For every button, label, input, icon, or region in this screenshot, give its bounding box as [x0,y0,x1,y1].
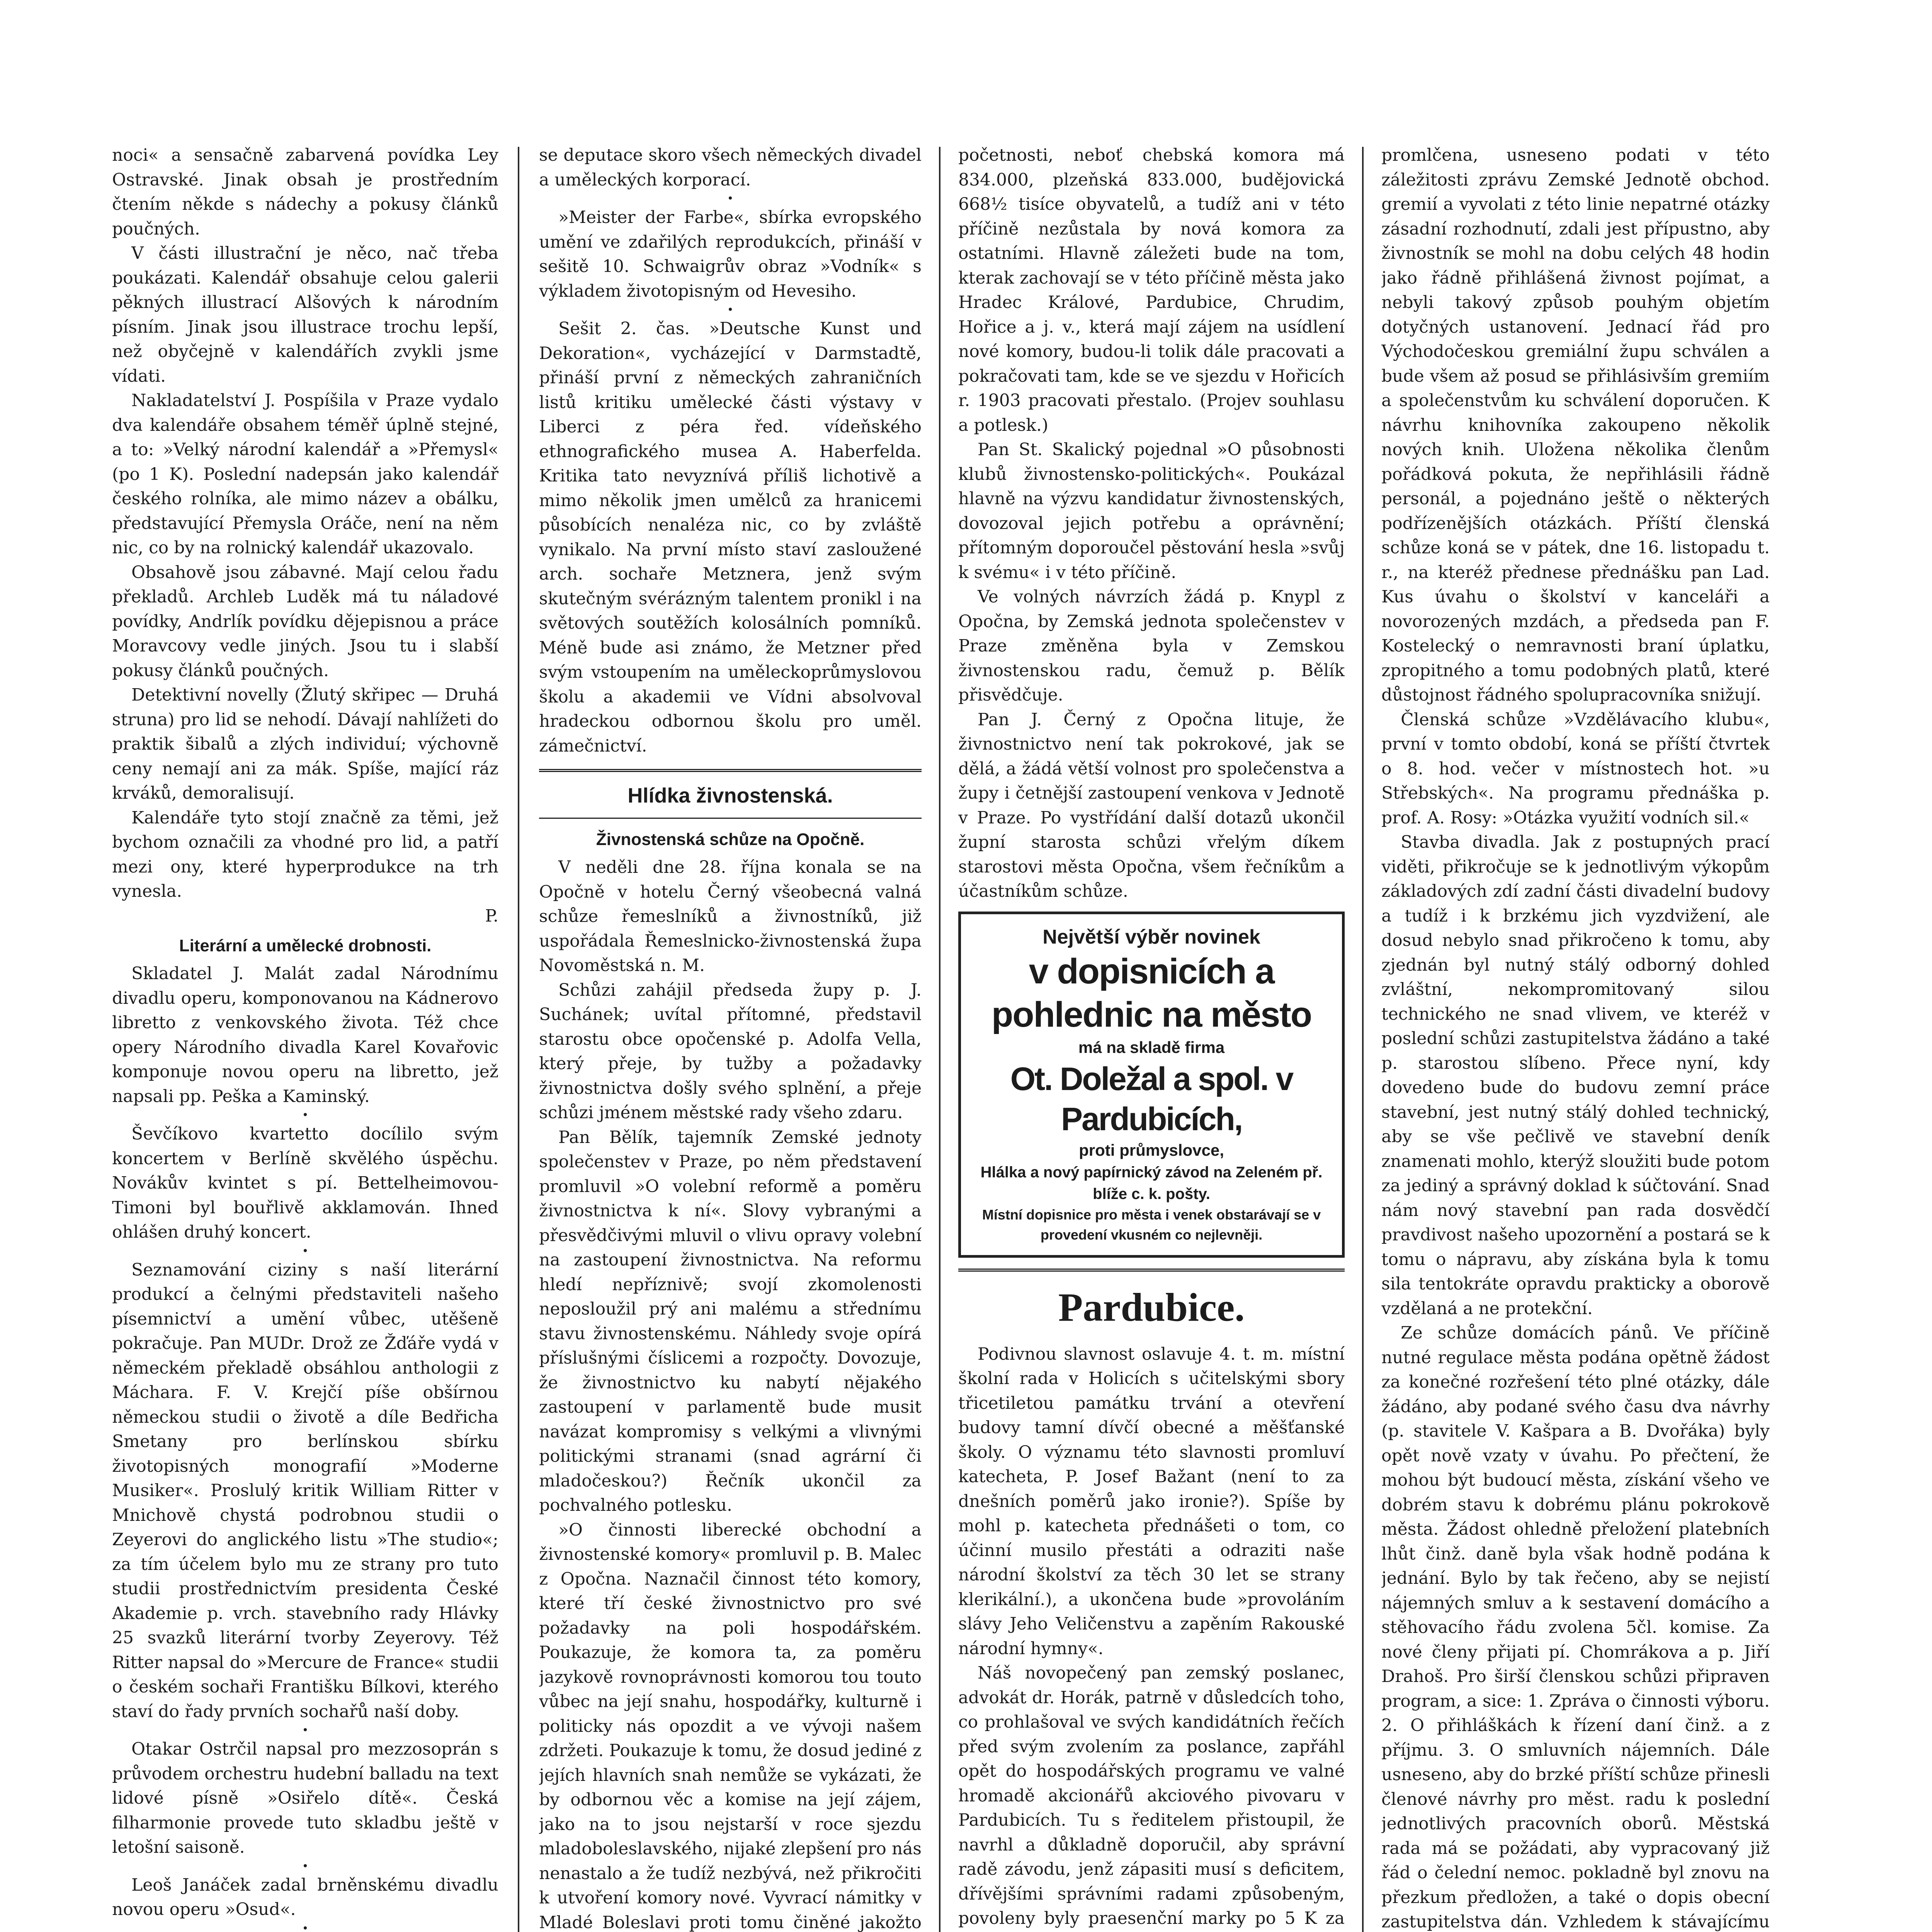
ad-subline: má na skladě firma [1078,1038,1225,1056]
col2-paragraph: Pan Bělík, tajemník Zemské jednoty společenstev v Praze, po něm představení promluvil »O volební reformě a poměru živnostnictva k ní«. Slovy vybranými a přesvědčivými mluvil o vlivu opravy volební na zastoupení živnostnictva. Na reformu hledí nepříznivě; svojí zkomolenosti neposloužil prý ani malému a střednímu stavu živnostenskému. Náhledy svoje opírá příslušnými číslicemi a rozpočty. Dovozuje, že živnostnictvo ku nabytí nějakého zastoupení v parlamentě bude musit navázat kompromisy s velkými a vlivnými politickými stranami (snad agrární či mladočeskou?) Řečník ukončil za pochvalného potlesku. [539,1127,922,1515]
col2-paragraph: Sešit 2. čas. »Deutsche Kunst und Dekoration«, vycházející v Darmstadtě, přináší první z německých zahraničních listů kritiku umělecké části výstavy v Liberci z péra řed. vídeňského ethnografického musea A. Haberfelda. Kritika tato nevyznívá příliš lichotivě a mimo několik jmen umělců za hranicemi působících nenaléza nic, co by zvláště vynikalo. Na první místo staví zasloužené arch. sochaře Metznera, jenž svým skutečným svérázným talentem pronikl i na světových soutěžích kolosálních pomníků. Méně bude asi známo, že Metzner před svým vstoupením na uměleckoprůmyslovou školu a akademii ve Vídni absolvoval hradeckou odbornou školu pro uměl. zámečnictví. [539,319,922,756]
ad-address: Hlálka a nový papírnický závod na Zeleném př. [980,1163,1323,1181]
column-4 [1381,143,1770,1932]
col4-paragraph: Ze schůze domácích pánů. Ve příčině nutné regulace města podána opětně žádost za konečné rozřešení této plné otázky, dále žádáno, aby podané svého času dva návrhy (p. stavitele V. Kašpara a B. Dvořáka) byly opět nově vzaty v úvahu. Po přečtení, že mohou být budoucí města, získání všeho ve dobrém stavu k dobrému plánu pokrokově města. Žádost ohledně přeložení platebních lhůt činž. daně byla však hodně podána k jednání. Bylo by tak řečeno, aby se nejistí nájemných smluv a k sestavení domácího a stěhovacího řádu zvolena 5čl. komise. Za nové členy přijati pí. Chomrákova a p. Jiří Drahoš. Pro širší členskou schůzi připraven program, a sice: 1. Zpráva o činnosti výboru. 2. O přihláškách k řízení daní činž. a z příjmu. 3. O smluvních nájemních. Dále usneseno, aby do brzké příští schůze přinesli členové návrhy pro měst. radu k poslední jednotlivých pracovních oborů. Městská rada má se požádati, aby vypracovaný již řád o čelední nemoc. pokladně byl znovu na přezkum předložen, a také o dopis obecní zastupitelstva dán. Vzhledem k stávajícímu [1381,1323,1770,1932]
col1-paragraph: V části illustrační je něco, nač třeba poukázati. Kalendář obsahuje celou galerii pěkných illustrací Alšových k národním písním. Jinak jsou illustrace trochu lepší, než obyčejně v kalendářích zvykli jsme vídati. [112,243,498,386]
column-1 [112,143,498,1932]
ad-location-note: blíže c. k. pošty. [1093,1185,1210,1202]
column-3 [958,143,1345,1932]
col4-paragraph: promlčena, usneseno podati v této záležitosti zprávu Zemské Jednotě obchod. gremií a vyvolati z této linie nepatrné otázky zásadní rozhodnutí, zdali jest přípustno, aby živnostník se mohl na dobu celých 48 hodin jako řádně přihlášená živnost pojímat, a nebyli takový způsob pouhým objetím dotyčných ustanovení. Jednací řád pro Východočeskou gremiální župu schválen a bude všem až posud se přihlásivším gremiím a společenstvům ku schválení doporučen. K návrhu knihovníka zakoupeno několik nových knih. Uložena několika členům pořádková pokuta, že nepřihlásili řádně personál, a pojednáno ještě o některých podřízenějších otázkách. Příští členská schůze koná se v pátek, dne 16. listopadu t. r., na kteréž přednese přednášku pan Lad. Kus úvahu o školství v kanceláři a novorozených mzdách, a předseda pan F. Kostelecký o nemravnosti braní úplatku, zpropitného a tomu podobných platů, které důstojnost řádného spolupracovníka snižují. [1381,145,1770,705]
separator-dot: • [727,192,734,205]
col1-paragraph: Detektivní novelly (Žlutý skřipec — Druhá struna) pro lid se nehodí. Dávají nahlížeti do praktik šibalů a zlých individuí; výchovně ceny nemají ani za mák. Spíše, mající ráz krváků, demoralisují. [112,685,498,803]
col3-paragraph: Ve volných návrzích žádá p. Knypl z Opočna, by Zemská jednota společenstev v Praze změněna byla v Zemskou živnostenskou radu, čemuž p. Bělík přisvědčuje. [958,587,1345,705]
news-item: Leoš Janáček zadal brněnskému divadlu novou operu »Osud«. [112,1875,498,1919]
ad-footer-note: Místní dopisnice pro města i venek obstarávají se v provedení vkusném co nejlevněji. [982,1206,1321,1243]
section-rule [539,769,922,772]
column-separator [1362,147,1364,1932]
col1-intro: noci« a sensačně zabarvená povídka Ley Ostravské. Jinak obsah je prostředním čtením někde s nádechy a pokusy článků poučných. [112,145,498,239]
col3-paragraph: Pan St. Skalický pojednal »O působnosti klubů živnostensko-politických«. Poukázal hlavně na výzvu kandidatur živnostenských, dovozoval jejich potřebu a oprávnění; přítomným doporoučel pěstování hesla »svůj k svému« i v této příčině. [958,440,1345,582]
advertisement-box [958,912,1345,1258]
col2-paragraph: »O činnosti liberecké obchodní a živnostenské komory« promluvil p. B. Malec z Opočna. Naznačil činnost této komory, které tří české živnostnictvo pro své požadavky na poli hospodářském. Poukazuje, že komora ta, za poměru jazykově rovnoprávnosti komorou tou touto vůbec na její snahu, hospodářky, kulturně i politicky nás opozdit a ve vývoji našem zdržeti. Poukazuje k tomu, že dosud jediné z jejích hlavních snah nemůže se vykázati, že by odbornou věc a komise na její zájem, jako na to jsou nejstarší v roce sjezdu mladoboleslavského, nijaké zlepšení pro nás nenastalo a že tudíž nezbývá, než přikročiti k utvoření komory nové. Vyvrací námitky v Mladé Boleslavi proti tomu činěné jakožto [539,1520,922,1932]
col2-paragraph: se deputace skoro všech německých divadel a uměleckých korporací. [539,145,922,190]
section-heading-city: Pardubice. [1058,1285,1245,1330]
col2-paragraph: V neděli dne 28. října konala se na Opočně v hotelu Černý všeobecná valná schůze řemeslníků a živnostníků, již uspořádala Řemeslnicko-živnostenská župa Novoměstská n. M. [539,857,922,975]
col2-paragraph: »Meister der Farbe«, sbírka evropského umění ve zdařilých reprodukcích, přináší v sešitě 10. Schwaigrův obraz »Vodník« s výkladem životopisným od Hevesiho. [539,207,922,301]
news-item: Skladatel J. Malát zadal Národnímu divadlu operu, komponovanou na Kádnerovo libretto z venkovského života. Též chce opery Národního divadla Karel Kovařovic komponuje novou operu na libretto, jež napsali pp. Peška a Kaminský. [112,964,498,1106]
section-rule [958,1269,1345,1272]
col3-paragraph: Pan J. Černý z Opočna lituje, že živnostnictvo není tak pokrokové, jak se dělá, a žádá větší volnost pro společenstva a župy i četnější zastoupení venkova v Jednotě v Praze. Po vystřídání další dotazů ukončil župní starosta schůzi vřelým díkem starostovi města Opočna, všem řečníkům a účastníkům schůze. [958,709,1345,901]
ad-headline: Největší výběr novinek [1043,925,1260,948]
news-item: Otakar Ostrčil napsal pro mezzosoprán s průvodem orchestru hudební balladu na text lidové písně »Osiřelo dítě«. Česká filharmonie provede tuto skladbu ještě v letošní saisoně. [112,1739,498,1857]
separator-dot: • [727,303,734,316]
separator-dot: • [302,1109,309,1121]
col4-paragraph: Stavba divadla. Jak z postupných prací viděti, přikročuje se k jednotlivým výkopům základových zdí zadní části divadelní budovy a tudíž i k brzkému jich vyzdvižení, ale dosud nebylo snad přikročeno k tomu, aby zjednán byl nutný stálý odborný dohled zvláštní, nekompromitovaný silou technického ne snad vlivem, ve kteréž v poslední schůzi zastupitelstva žádáno a také p. starostou slíbeno. Přece nyní, kdy dovedeno bude do budovu zemní práce stavební, jest nutný stálý dohled technický, aby se vše pečlivě ve stavební deník znamenati mohlo, kterýž sloužiti bude potom za jediný a správný doklad k súčtování. Snad nám nový stavební pan rada dosvědčí pravdivost našeho upozornění a postará se k tomu o nápravu, aby získána byla k tomu sila tentokráte opravdu prakticky a oborově vzdělaná a ne protekční. [1381,832,1770,1318]
ad-firm-name: Ot. Doležal a spol. v Pardubicích, [1010,1060,1293,1137]
separator-dot: • [302,1244,309,1257]
col3-paragraph: Náš novopečený pan zemský poslanec, advokát dr. Horák, patrně v důsledcích toho, co prohlašoval ve svých kandidátních řečích před svým zvolením za poslance, zapřáhl opět do hospodářských programu ve valné hromadě akcionářů akciového pivovaru v Pardubicích. Tu s ředitelem přistoupil, že navrhl a důkladně doporučil, aby správní radě závodu, jenž zápasiti musí s deficitem, dřívějšími správními radami způsobeným, povoleny byly praesenční marky po 5 K za [958,1663,1345,1928]
col1-paragraph: Obsahově jsou zábavné. Mají celou řadu překladů. Archleb Luděk má tu náladové povídky, Andrlík povídku dějepisnou a práce Moravcovy vedle jiných. Jsou tu i slabší pokusy článků poučných. [112,562,498,680]
article-subheading: Živnostenská schůze na Opočně. [596,830,865,849]
section-rule [539,818,922,819]
separator-dot: • [302,1724,309,1736]
section-heading-literary: Literární a umělecké drobnosti. [179,936,432,955]
news-item: Seznamování ciziny s naší literární produkcí a čelnými představiteli našeho písemnictví a umění vůbec, utěšeně pokračuje. Pan MUDr. Drož ze Žďáře vydá v německém překladě obsáhlou anthologii z Máchara. F. V. Krejčí píše obšírnou německou studii o životě a díle Bedřicha Smetany pro berlínskou sbírku životopisných monografií »Moderne Musiker«. Proslulý kritik William Ritter v Mnichově chystá podrobnou studii o Zeyerovi do anglického listu »The studio«; za tím účelem bylo mu ze strany pro tuto studii prostřednictvím presidenta České Akademie p. vrch. stavebního rady Hlávky 25 svazků literární tvorby Zeyerovy. Též Ritter napsal do »Mercure de France« studii o českém sochaři Františku Bílkovi, kterého staví do řady prvních sochařů naší doby. [112,1260,498,1721]
ad-tagline: proti průmyslovce, [1079,1141,1224,1159]
col2-paragraph: Schůzi zahájil předseda župy p. J. Suchánek; uvítal přítomné, představil starostu obce opočenské p. Adolfa Vella, který přeje, by tužby a požadavky živnostnictva došly svého splnění, a přeje schůzi jménem městské rady všeho zdaru. [539,980,922,1122]
news-item: Ševčíkovo kvartetto docílilo svým koncertem v Berlíně skvělého úspěchu. Novákův kvintet s pí. Bettelheimovou-Timoni byl bouřlivě akklamován. Ihned ohlášen druhý koncert. [112,1124,498,1242]
col1-paragraph: Kalendáře tyto stojí značně za těmi, jež bychom označili za vhodné pro lid, a patří mezi ony, které hyperprodukce na trh vynesla. [112,808,498,901]
column-2 [539,143,922,1932]
col1-paragraph: Nakladatelství J. Pospíšila v Praze vydalo dva kalendáře obsahem téměř úplně stejné, a to: »Velký národní kalendář a »Přemysl« (po 1 K). Poslední nadepsán jako kalendář českého rolníka, ale mimo název a obálku, představující Přemysla Oráče, není na něm nic, co by na rolnický kalendář ukazovalo. [112,391,498,558]
author-signature: P. [485,906,498,926]
separator-dot: • [302,1859,309,1872]
section-heading-trade: Hlídka živnostenská. [628,784,833,807]
column-separator [939,147,940,1932]
col3-paragraph: početnosti, neboť chebská komora má 834.000, plzeňská 833.000, budějovická 668½ tisíce obyvatelů, a tudíž ani v této příčině nezůstala by nová komora za ostatními. Hlavně záležeti bude na tom, kterak zachovají se v této příčině města jako Hradec Králové, Pardubice, Chrudim, Hořice a j. v., která mají zájem na usídlení nové komory, budou-li tolik dále pracovati a pokračovati tam, kde se ve sjezdu v Hořicích r. 1903 pracovati přestalo. (Projev souhlasu a potlesk.) [958,145,1345,435]
col3-paragraph: Podivnou slavnost oslavuje 4. t. m. místní školní rada v Holicích s učitelskými sbory třicetiletou památku trvání a otevření budovy tamní dívčí obecné a měšťanské školy. O významu této slavnosti promluví katecheta, P. Josef Bažant (není to za dnešních poměrů jako ironie?). Spíše by mohl p. katecheta přednášeti o tom, co účinní musilo přestáti a odraziti naše národní školství za těch 30 let se strany klerikální.), a ukončena bude »provoláním slávy Jeho Veličenstvu a zapěním Rakouské národní hymny«. [958,1344,1345,1658]
col4-paragraph: Členská schůze »Vzdělávacího klubu«, první v tomto období, koná se příští čtvrtek o 8. hod. večer v místnostech hot. »u Střebských«. Na programu přednáška p. prof. A. Rosy: »Otázka využití vodních sil.« [1381,709,1770,828]
column-separator [518,147,519,1932]
ad-main-text: v dopisnicích a pohlednic na město [992,951,1311,1034]
separator-dot: • [302,1922,309,1932]
